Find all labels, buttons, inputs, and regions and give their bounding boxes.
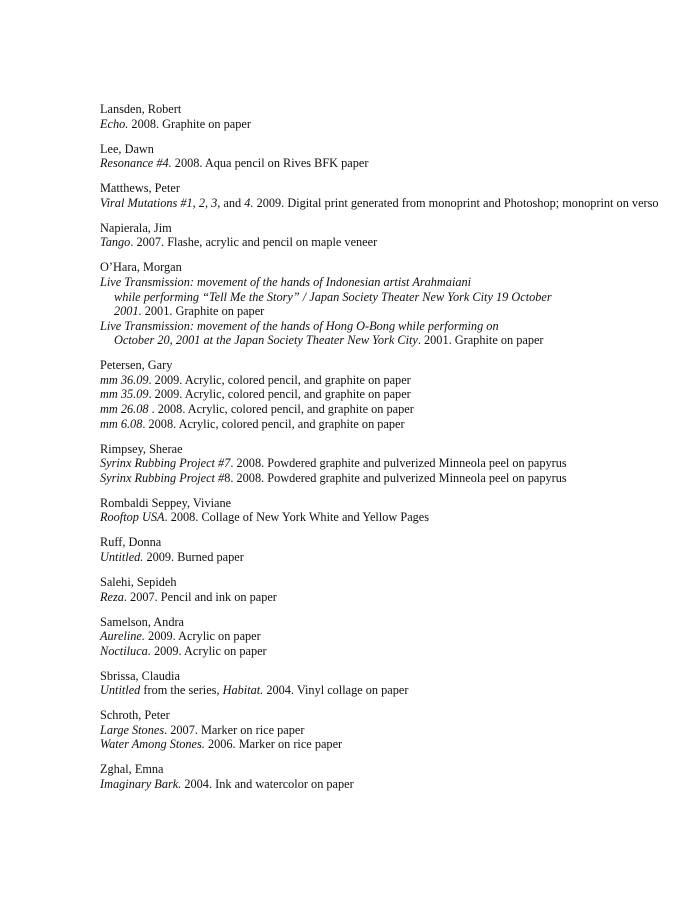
work-title: Water Among Stones. — [100, 737, 205, 752]
artist-entry — [100, 708, 680, 752]
work-line — [100, 387, 680, 402]
work-title: mm 35.09 — [100, 387, 149, 402]
work-title: Habitat. — [222, 683, 264, 698]
work-title: Tango — [100, 235, 131, 250]
work-line — [100, 510, 680, 525]
artist-entry — [100, 260, 680, 348]
work-details: 2001. Graphite on paper — [141, 304, 265, 319]
artist-entry — [100, 102, 680, 131]
artist-name: Matthews, Peter — [100, 181, 180, 196]
work-details: from the series, — [140, 683, 223, 698]
work-title: mm 36.09 — [100, 372, 149, 387]
work-line — [100, 373, 680, 388]
artist-entry — [100, 442, 680, 486]
artist-name: Lee, Dawn — [100, 141, 154, 156]
artist-name: Napierala, Jim — [100, 220, 172, 235]
artist-entry — [100, 762, 680, 791]
work-details: . 2008. Acrylic, colored pencil, and graphite on paper — [148, 402, 414, 417]
work-line — [100, 590, 680, 605]
artist-entry — [100, 358, 680, 431]
artist-entry — [100, 535, 680, 564]
work-title: Untitled — [100, 683, 141, 698]
work-line — [100, 290, 680, 305]
work-line — [100, 402, 680, 417]
artist-name: Samelson, Andra — [100, 614, 185, 629]
work-line — [100, 196, 680, 211]
work-details: . 2007. Marker on rice paper — [164, 722, 305, 737]
work-line — [100, 275, 680, 290]
artist-name: Ruff, Donna — [100, 535, 162, 550]
artist-checklist — [100, 102, 680, 792]
work-line — [100, 156, 680, 171]
work-details: 2008. Graphite on paper — [128, 116, 251, 131]
work-details: 2009. Acrylic on paper — [150, 643, 267, 658]
work-title: Live Transmission: movement of the hands of Indonesian artist Arahmaiani — [100, 274, 472, 289]
work-title: mm 6.08 — [100, 416, 143, 431]
work-title: Rooftop USA — [100, 510, 165, 525]
work-title: 4. — [244, 195, 254, 210]
work-details: . 2001. Graphite on paper — [417, 333, 544, 348]
work-line — [100, 777, 680, 792]
work-details: 2004. Ink and watercolor on paper — [181, 777, 354, 792]
work-line — [100, 683, 680, 698]
work-details: . 2008. Powdered graphite and pulverized Minneola peel on papyrus — [230, 456, 567, 471]
work-line — [100, 117, 680, 132]
work-details: . 2008. Collage of New York White and Yellow Pages — [164, 510, 430, 525]
artist-entry — [100, 496, 680, 525]
work-title: 2001. — [114, 304, 142, 319]
work-details: 2009. Burned paper — [143, 549, 244, 564]
work-details: 8. 2008. Powdered graphite and pulverized Minneola peel on papyrus — [224, 470, 567, 485]
work-line — [100, 471, 680, 486]
work-line — [100, 319, 680, 334]
work-details: 2008. Aqua pencil on Rives BFK paper — [171, 156, 369, 171]
work-line — [100, 550, 680, 565]
work-title: mm 26.08 — [100, 402, 149, 417]
work-title: Resonance #4. — [100, 156, 172, 171]
work-title: Large Stones — [100, 722, 165, 737]
work-line — [100, 333, 680, 348]
artist-name: Lansden, Robert — [100, 102, 182, 116]
work-details: . 2008. Acrylic, colored pencil, and graphite on paper — [142, 416, 405, 431]
artist-entry — [100, 615, 680, 659]
work-line — [100, 629, 680, 644]
artist-name: Zghal, Emna — [100, 762, 164, 777]
work-details: . 2007. Flashe, acrylic and pencil on maple veneer — [130, 235, 378, 250]
work-line — [100, 644, 680, 659]
work-details: and — [220, 195, 245, 210]
work-line — [100, 723, 680, 738]
work-line — [100, 456, 680, 471]
artist-name: Rombaldi Seppey, Viviane — [100, 495, 232, 510]
work-details: . 2009. Acrylic, colored pencil, and graphite on paper — [148, 372, 411, 387]
work-line — [100, 304, 680, 319]
work-title: Reza — [100, 589, 124, 604]
work-details: 2009. Digital print generated from monoprint and Photoshop; monoprint on verso — [253, 195, 659, 210]
work-title: Live Transmission: movement of the hands of Hong O-Bong while performing on — [100, 318, 499, 333]
work-title: while performing “Tell Me the Story” / Japan Society Theater New York City 19 October — [114, 289, 552, 304]
work-title: Syrinx Rubbing Project # — [100, 470, 225, 485]
artist-entry — [100, 142, 680, 171]
work-title: Noctiluca. — [100, 643, 151, 658]
work-title: Untitled. — [100, 549, 144, 564]
artist-entry — [100, 181, 680, 210]
work-title: Viral Mutations #1, 2, 3, — [100, 195, 221, 210]
artist-entry — [100, 669, 680, 698]
work-details: 2009. Acrylic on paper — [144, 629, 261, 644]
work-details: . 2009. Acrylic, colored pencil, and graphite on paper — [148, 387, 411, 402]
work-line — [100, 737, 680, 752]
artist-name: Petersen, Gary — [100, 358, 173, 373]
work-title: October 20, 2001 at the Japan Society Theater New York City — [114, 333, 418, 348]
work-title: Syrinx Rubbing Project #7 — [100, 456, 231, 471]
artist-entry — [100, 221, 680, 250]
work-details: 2004. Vinyl collage on paper — [263, 683, 409, 698]
work-title: Echo. — [100, 116, 129, 131]
work-title: Aureline. — [100, 629, 145, 644]
artist-name: Schroth, Peter — [100, 708, 170, 723]
work-details: 2006. Marker on rice paper — [204, 737, 343, 752]
work-title: Imaginary Bark. — [100, 777, 182, 792]
artist-name: Rimpsey, Sherae — [100, 441, 183, 456]
artist-name: Salehi, Sepideh — [100, 574, 177, 589]
artist-name: Sbrissa, Claudia — [100, 668, 180, 683]
work-line — [100, 235, 680, 250]
work-details: . 2007. Pencil and ink on paper — [123, 589, 277, 604]
artist-entry — [100, 575, 680, 604]
artist-name: O’Hara, Morgan — [100, 260, 182, 275]
work-line — [100, 417, 680, 432]
